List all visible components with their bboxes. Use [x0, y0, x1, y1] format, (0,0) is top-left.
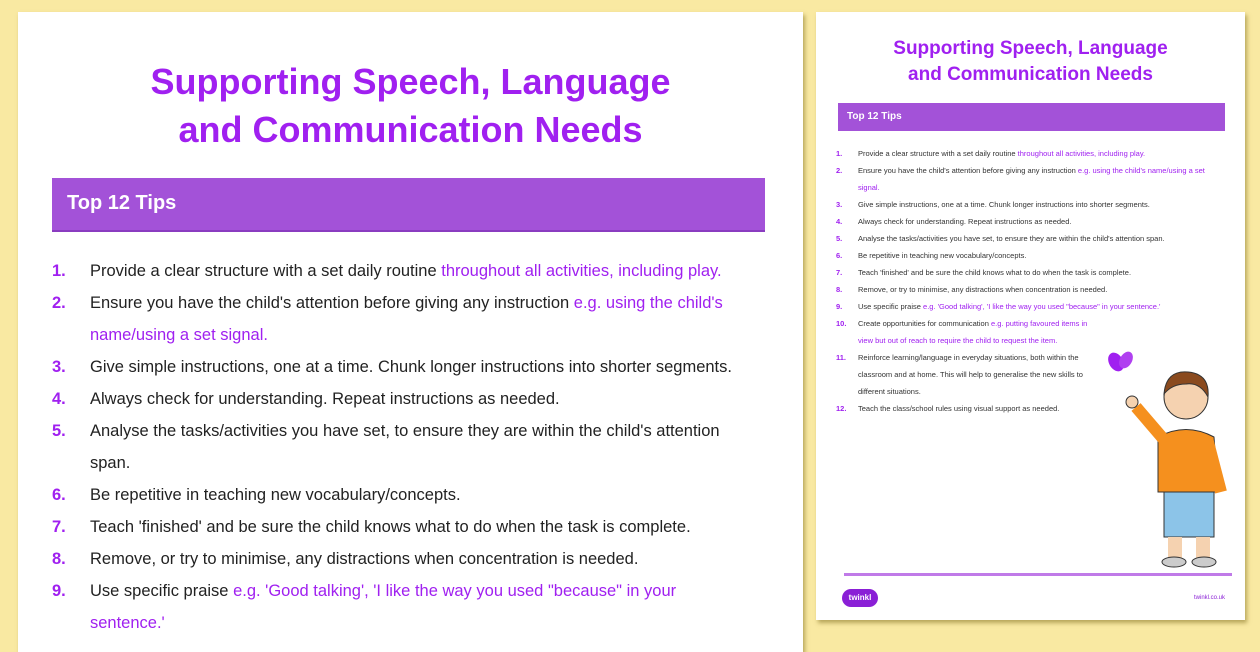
tip-number: 12.	[836, 404, 847, 413]
tip-number: 7.	[52, 518, 66, 536]
tip-item	[52, 255, 752, 287]
tip-item	[52, 479, 752, 511]
tip-number: 2.	[52, 294, 66, 312]
tip-item	[836, 264, 1216, 281]
tip-number: 4.	[836, 217, 843, 226]
tip-body: Remove, or try to minimise, any distractions when concentration is needed.	[858, 285, 1108, 294]
tip-text	[858, 298, 1160, 315]
tip-body: Always check for understanding. Repeat instructions as needed.	[858, 217, 1072, 226]
document-page-preview	[816, 12, 1245, 620]
tip-text	[90, 479, 461, 511]
tip-item	[836, 247, 1216, 264]
title-line-2: and Communication Needs	[178, 109, 643, 150]
tip-body: Give simple instructions, one at a time. Chunk longer instructions into shorter segments.	[858, 200, 1150, 209]
tip-number: 1.	[52, 262, 66, 280]
document-page-large	[18, 12, 803, 652]
tip-number: 8.	[836, 285, 843, 294]
tip-item	[836, 298, 1216, 315]
tip-text	[90, 511, 691, 543]
tip-text	[858, 247, 1026, 264]
tip-item	[52, 383, 752, 415]
tip-text	[858, 230, 1165, 247]
tip-number: 4.	[52, 390, 66, 408]
child-butterfly-illustration	[1096, 342, 1236, 572]
tip-text	[858, 400, 1098, 417]
tip-body: Teach 'finished' and be sure the child knows what to do when the task is complete.	[858, 268, 1132, 277]
title-line-2: and Communication Needs	[908, 64, 1153, 85]
tip-text	[858, 145, 1145, 162]
tip-number: 10.	[836, 319, 847, 328]
tip-text	[90, 351, 732, 383]
tip-text	[90, 543, 638, 575]
tip-number: 3.	[836, 200, 843, 209]
tip-item	[52, 287, 752, 351]
tip-item	[52, 415, 752, 479]
tip-text	[858, 162, 1216, 196]
tip-item	[52, 511, 752, 543]
tip-text	[90, 575, 752, 639]
tip-body: Remove, or try to minimise, any distractions when concentration is needed.	[90, 550, 639, 568]
twinkl-logo: twinkl	[842, 589, 878, 607]
tip-item	[836, 213, 1216, 230]
tip-number: 11.	[836, 353, 847, 362]
tip-item	[836, 281, 1216, 298]
tip-number: 6.	[836, 251, 843, 260]
tip-highlight: throughout all activities, including play.	[1017, 149, 1146, 158]
tip-item	[836, 145, 1216, 162]
tip-text	[90, 415, 752, 479]
tip-number: 3.	[52, 358, 66, 376]
tip-text	[858, 349, 1098, 400]
tip-number: 6.	[52, 486, 66, 504]
tip-number: 2.	[836, 166, 843, 175]
footer-url: twinkl.co.uk	[1193, 595, 1225, 601]
tip-number: 5.	[836, 234, 843, 243]
tip-body: Teach 'finished' and be sure the child knows what to do when the task is complete.	[90, 518, 691, 536]
tip-body: Reinforce learning/language in everyday situations, both within the classroom and at home. This will help to generalise the new skills to different situations.	[858, 353, 1083, 396]
butterfly-icon	[1105, 349, 1136, 374]
tip-highlight: e.g. using the child's name/using a set signal.	[90, 294, 723, 344]
tip-body: Use specific praise	[90, 582, 234, 600]
tip-item	[52, 543, 752, 575]
tip-body: Analyse the tasks/activities you have set, to ensure they are within the child's attention span.	[90, 422, 720, 472]
tip-text	[90, 383, 560, 415]
tip-body: Teach the class/school rules using visual support as needed.	[858, 404, 1060, 413]
tip-item	[52, 575, 752, 639]
tip-highlight: e.g. using the child's name/using a set signal.	[858, 166, 1205, 192]
tip-body: Always check for understanding. Repeat instructions as needed.	[90, 390, 560, 408]
tip-body: Ensure you have the child's attention before giving any instruction	[858, 166, 1078, 175]
tip-item	[836, 230, 1216, 247]
tip-body: Ensure you have the child's attention before giving any instruction	[90, 294, 574, 312]
tips-list	[52, 255, 752, 639]
tip-body: Provide a clear structure with a set daily routine	[858, 149, 1018, 158]
section-header: Top 12 Tips	[838, 103, 1225, 131]
tip-text	[90, 287, 752, 351]
tip-highlight: e.g. 'Good talking', 'I like the way you used "because" in your sentence.'	[923, 302, 1161, 311]
title-line-1: Supporting Speech, Language	[150, 61, 671, 102]
tip-body: Be repetitive in teaching new vocabulary/concepts.	[90, 486, 461, 504]
section-header: Top 12 Tips	[52, 178, 765, 232]
tip-item	[52, 351, 752, 383]
footer-divider	[844, 573, 1232, 576]
tip-highlight: e.g. putting favoured items in view but out of reach to require the child to request the item.	[858, 319, 1088, 345]
tip-text	[858, 281, 1107, 298]
tip-number: 9.	[52, 582, 66, 600]
tip-body: Give simple instructions, one at a time. Chunk longer instructions into shorter segments.	[90, 358, 732, 376]
tip-text	[858, 196, 1150, 213]
tip-text	[858, 264, 1131, 281]
tip-highlight: throughout all activities, including play.	[441, 262, 722, 280]
tip-number: 8.	[52, 550, 66, 568]
tip-number: 5.	[52, 422, 66, 440]
tip-number: 7.	[836, 268, 843, 277]
tip-text	[90, 255, 722, 287]
page-title	[18, 58, 803, 154]
tip-body: Be repetitive in teaching new vocabulary/concepts.	[858, 251, 1027, 260]
tip-item	[836, 196, 1216, 213]
tip-highlight: e.g. 'Good talking', 'I like the way you used "because" in your sentence.'	[90, 582, 677, 632]
tip-text	[858, 315, 1098, 349]
tip-item	[836, 162, 1216, 196]
tip-number: 9.	[836, 302, 843, 311]
tip-body: Use specific praise	[858, 302, 924, 311]
tip-body: Provide a clear structure with a set daily routine	[90, 262, 442, 280]
tip-body: Analyse the tasks/activities you have set, to ensure they are within the child's attention span.	[858, 234, 1165, 243]
tip-body: Create opportunities for communication	[858, 319, 991, 328]
title-line-1: Supporting Speech, Language	[893, 38, 1168, 59]
tip-number: 1.	[836, 149, 843, 158]
page-title	[816, 36, 1245, 88]
tip-text	[858, 213, 1071, 230]
